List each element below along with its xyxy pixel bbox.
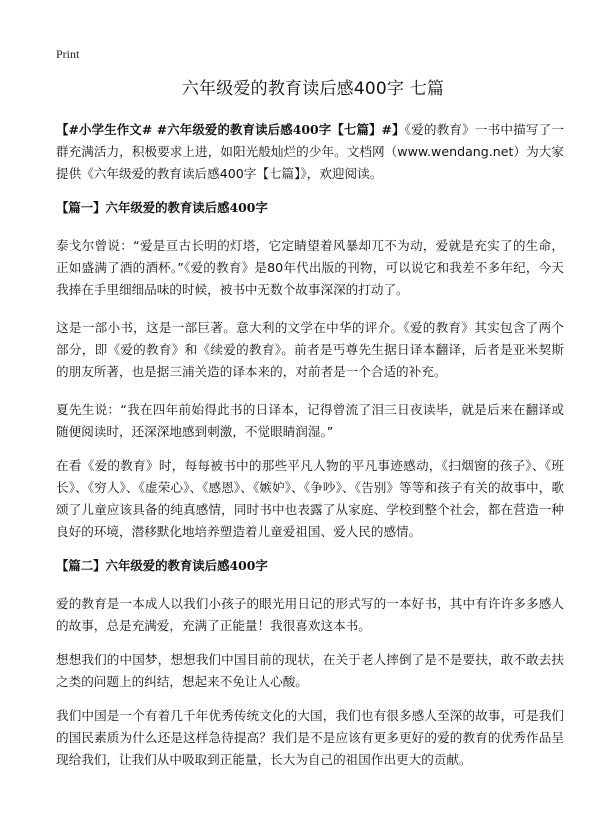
paragraph: 爱的教育是一本成人以我们小孩子的眼光用日记的形式写的一本好书，其中有许许多多感人的故事，总是充满爱，充满了正能量！我很喜欢这本书。 bbox=[56, 596, 564, 633]
paragraph: 想想我们的中国梦，想想我们中国目前的现状，在关于老人摔倒了是不是要扶，敢不敢去扶之类的问题上的纠结，想起来不免让人心酸。 bbox=[56, 652, 564, 689]
print-label: Print bbox=[56, 47, 80, 61]
paragraph: 这是一部小书，这是一部巨著。意大利的文学在中华的评介。《爱的教育》其实包含了两个部分，即《爱的教育》和《续爱的教育》。前者是丐尊先生据日译本翻译，后者是亚米契斯的朋友所著，也是据三浦关造的译本来的，对前者是一个合适的补充。 bbox=[56, 320, 564, 379]
intro-paragraph bbox=[56, 119, 564, 185]
paragraph: 在看《爱的教育》时，每每被书中的那些平凡人物的平凡事迹感动，《扫烟窗的孩子》、《班长》、《穷人》、《虚荣心》、《感恩》、《嫉妒》、《争吵》、《告别》等等和孩子有关的故事中，歌颂了儿童应该具备的纯真感情，同时书中也表露了从家庭、学校到整个社会，都在营造一种良好的环境，潜移默化地培养塑造着儿童爱祖国、爱人民的感情。 bbox=[56, 458, 564, 539]
paragraph: 我们中国是一个有着几千年优秀传统文化的大国，我们也有很多感人至深的故事，可是我们的国民素质为什么还是这样急待提高？我们是不是应该有更多更好的爱的教育的优秀作品呈现给我们，让我们从中吸取到正能量，长大为自己的祖国作出更大的贡献。 bbox=[56, 708, 564, 767]
intro-tag: 【#小学生作文# #六年级爱的教育读后感400字【七篇】#】 bbox=[56, 122, 405, 137]
page-title: 六年级爱的教育读后感400字 七篇 bbox=[181, 79, 445, 99]
paragraph: 夏先生说：“我在四年前始得此书的日译本，记得曾流了泪三日夜读毕，就是后来在翻译或随便阅读时，还深深地感到刺激，不觉眼睛润湿。” bbox=[56, 402, 564, 439]
article-body bbox=[56, 119, 564, 787]
section-heading: 【篇一】六年级爱的教育读后感400字 bbox=[56, 200, 268, 215]
paragraph: 泰戈尔曾说：“爱是亘古长明的灯塔，它定睛望着风暴却兀不为动，爱就是充实了的生命，正如盛满了酒的酒杯。”《爱的教育》是80年代出版的刊物，可以说它和我差不多年纪，今天我捧在手里细细品味的时候，被书中无数个故事深深的打动了。 bbox=[56, 238, 564, 297]
section-heading: 【篇二】六年级爱的教育读后感400字 bbox=[56, 558, 268, 573]
intro-text: 《爱的教育》一书中描写了一群充满活力，积极要求上进，如阳光般灿烂的少年。文档网（www.wendang.net）为大家提供《六年级爱的教育读后感400字【七篇】》，欢迎阅读。 bbox=[56, 122, 564, 181]
document-page bbox=[52, 0, 574, 828]
